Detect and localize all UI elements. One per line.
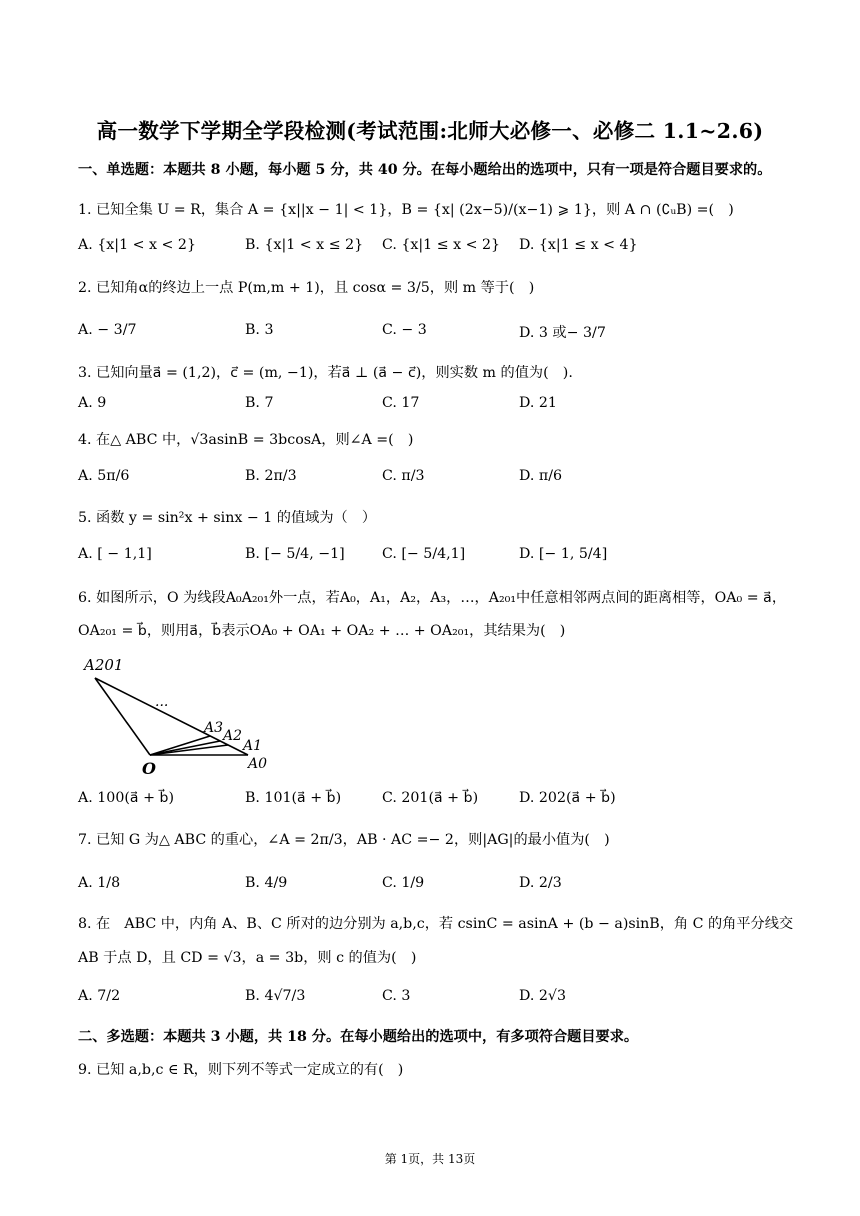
question-2-option-a[interactable]: A. − 3/7 (78, 322, 137, 338)
question-4-option-b[interactable]: B. 2π/3 (245, 468, 297, 484)
label-a3: A3 (204, 720, 224, 736)
question-7-option-c[interactable]: C. 1/9 (382, 875, 425, 891)
question-4-option-a[interactable]: A. 5π/6 (78, 468, 130, 484)
question-7-option-a[interactable]: A. 1/8 (78, 875, 121, 891)
question-8-stem-line-1: 8. 在 ABC 中，内角 A、B、C 所对的边分别为 a,b,c，若 csinC = asinA + (b − a)sinB，角 C 的角平分线交 (78, 916, 794, 932)
question-5-option-d[interactable]: D. [− 1, 5/4] (519, 546, 608, 562)
question-5-option-b[interactable]: B. [− 5/4, −1] (245, 546, 345, 562)
question-8-option-d[interactable]: D. 2√3 (519, 988, 566, 1004)
question-3-option-c[interactable]: C. 17 (382, 395, 420, 411)
question-6-option-c[interactable]: C. 201(a⃗ + b⃗) (382, 790, 479, 806)
question-8-option-a[interactable]: A. 7/2 (78, 988, 121, 1004)
question-4-stem: 4. 在△ ABC 中，√3asinB = 3bcosA，则∠A =( ) (78, 432, 414, 448)
segment-o-a201 (95, 678, 150, 755)
question-2-option-c[interactable]: C. − 3 (382, 322, 427, 338)
question-4-option-c[interactable]: C. π/3 (382, 468, 425, 484)
segment-figure (80, 654, 280, 776)
question-2-option-b[interactable]: B. 3 (245, 322, 274, 338)
question-2-option-d[interactable]: D. 3 或− 3/7 (519, 325, 606, 341)
question-7-option-b[interactable]: B. 4/9 (245, 875, 288, 891)
question-1-stem: 1. 已知全集 U = R，集合 A = {x||x − 1| < 1}，B = {x| (2x−5)/(x−1) ⩾ 1}，则 A ∩ (∁ᵤB) =( ) (78, 202, 734, 218)
question-1-option-a[interactable]: A. {x|1 < x < 2} (78, 237, 196, 253)
section-single-choice: 一、单选题：本题共 8 小题，每小题 5 分，共 40 分。在每小题给出的选项中，只有一项是符合题目要求的。 (78, 162, 772, 178)
question-6-stem-line-2: OA₂₀₁ = b⃗，则用a⃗，b⃗表示OA₀ + OA₁ + OA₂ + … + OA₂₀₁，其结果为( ) (78, 623, 566, 639)
section-multi-choice: 二、多选题：本题共 3 小题，共 18 分。在每小题给出的选项中，有多项符合题目要求。 (78, 1029, 639, 1045)
question-6-option-a[interactable]: A. 100(a⃗ + b⃗) (78, 790, 175, 806)
question-1-option-b[interactable]: B. {x|1 < x ≤ 2} (245, 237, 364, 253)
label-a2: A2 (223, 728, 243, 744)
question-8-option-c[interactable]: C. 3 (382, 988, 411, 1004)
question-4-option-d[interactable]: D. π/6 (519, 468, 563, 484)
question-3-option-a[interactable]: A. 9 (78, 395, 107, 411)
label-a0: A0 (248, 756, 268, 772)
label-a201: A201 (84, 656, 124, 674)
label-o: O (142, 759, 156, 776)
question-5-option-c[interactable]: C. [− 5/4,1] (382, 546, 466, 562)
question-7-option-d[interactable]: D. 2/3 (519, 875, 562, 891)
page-title: 高一数学下学期全学段检测(考试范围:北师大必修一、必修二 1.1~2.6) (96, 119, 764, 143)
question-3-stem: 3. 已知向量a⃗ = (1,2)，c⃗ = (m, −1)，若a⃗ ⊥ (a⃗ − c⃗)，则实数 m 的值为( ). (78, 365, 573, 381)
question-8-stem-line-2: AB 于点 D，且 CD = √3，a = 3b，则 c 的值为( ) (78, 950, 417, 966)
question-2-stem: 2. 已知角α的终边上一点 P(m,m + 1)，且 cosα = 3/5，则 m 等于( ) (78, 280, 535, 296)
question-8-option-b[interactable]: B. 4√7/3 (245, 988, 306, 1004)
question-6-option-d[interactable]: D. 202(a⃗ + b⃗) (519, 790, 616, 806)
question-1-option-d[interactable]: D. {x|1 ≤ x < 4} (519, 237, 638, 253)
label-dots: ... (155, 694, 169, 710)
question-7-stem: 7. 已知 G 为△ ABC 的重心，∠A = 2π/3，AB · AC =− 2，则|AG|的最小值为( ) (78, 832, 610, 848)
question-9-stem: 9. 已知 a,b,c ∈ R，则下列不等式一定成立的有( ) (78, 1062, 404, 1078)
question-1-option-c[interactable]: C. {x|1 ≤ x < 2} (382, 237, 501, 253)
question-5-stem: 5. 函数 y = sin²x + sinx − 1 的值域为（ ） (78, 510, 377, 526)
question-5-option-a[interactable]: A. [ − 1,1] (78, 546, 152, 562)
page-footer: 第 1页，共 13页 (384, 1152, 476, 1166)
question-3-option-b[interactable]: B. 7 (245, 395, 274, 411)
question-6-option-b[interactable]: B. 101(a⃗ + b⃗) (245, 790, 342, 806)
question-6-stem-line-1: 6. 如图所示，O 为线段A₀A₂₀₁外一点，若A₀，A₁，A₂，A₃，…，A₂₀₁中任意相邻两点间的距离相等，OA₀ = a⃗， (78, 590, 787, 606)
label-a1: A1 (243, 738, 263, 754)
question-3-option-d[interactable]: D. 21 (519, 395, 557, 411)
